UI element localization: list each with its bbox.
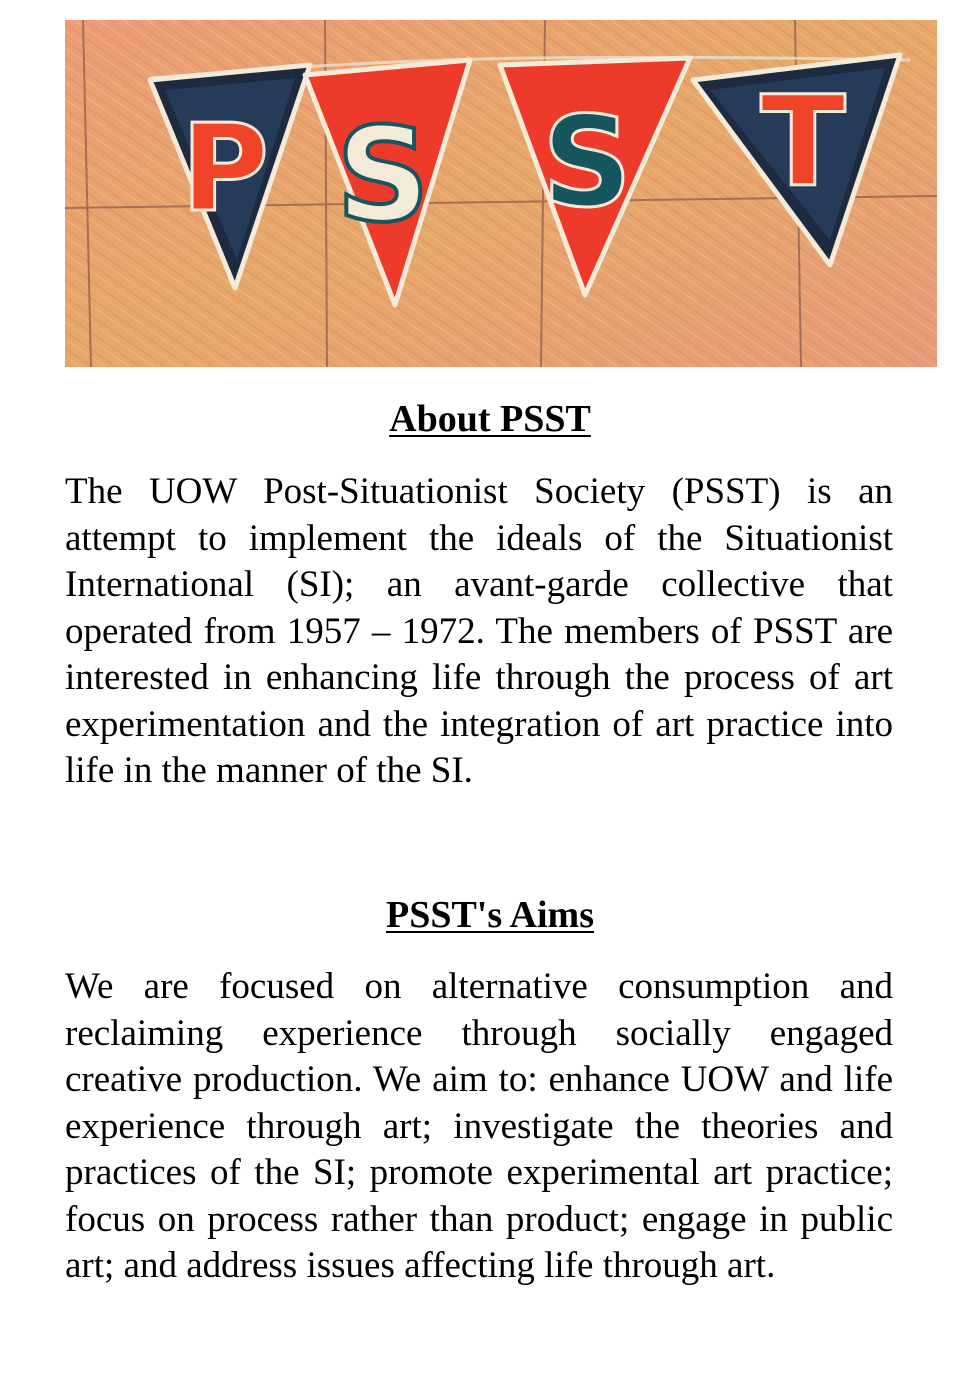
aims-paragraph: We are focused on alternative consumption and reclaiming experience through socially engaged creative production. We aim to: enhance UOW and life experience through art; investigate the theories and practices of the SI; promote experimental art practice; focus on process rather than product; engage in public art; and address issues affecting life through art. bbox=[65, 966, 893, 1286]
about-paragraph: The UOW Post-Situationist Society (PSST) is an attempt to implement the ideals of the Situationist International (SI); an avant-garde collective that operated from 1957 – 1972. The members of PSST are interested in enhancing life through the process of art experimentation and the integration of art practice into life in the manner of the SI. bbox=[65, 471, 893, 791]
psst-banner-image bbox=[65, 20, 937, 367]
aims-heading: PSST's Aims bbox=[385, 894, 595, 936]
banner-letter: T bbox=[760, 70, 846, 215]
banner-letter: S bbox=[541, 90, 633, 235]
banner-letter: S bbox=[336, 99, 430, 251]
about-heading: About PSST bbox=[389, 398, 591, 440]
banner-letter: P bbox=[181, 100, 269, 239]
bunting-illustration bbox=[65, 20, 937, 367]
